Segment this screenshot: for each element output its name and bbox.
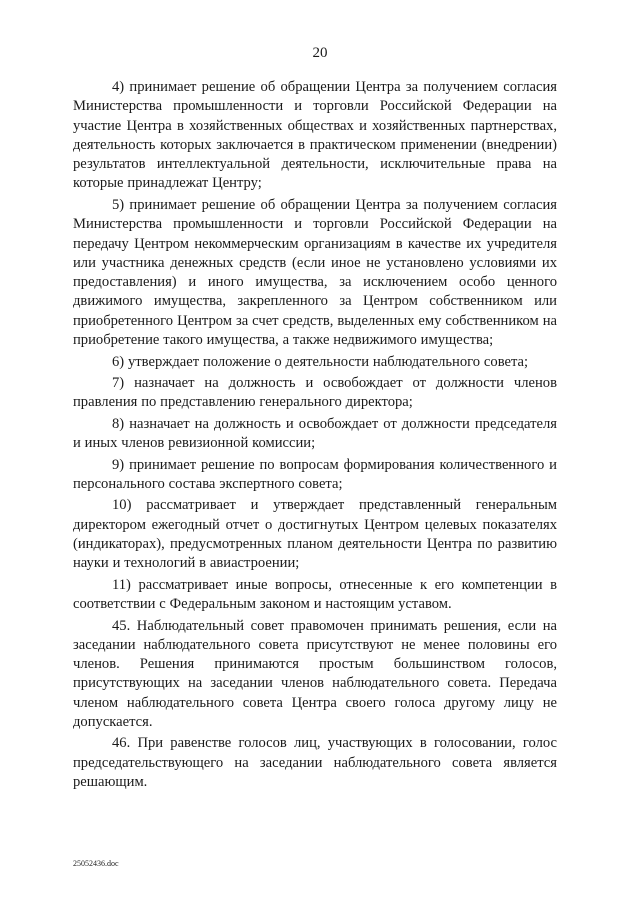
paragraph-item-9: 9) принимает решение по вопросам формирования количественного и персонального состава экспертного совета; <box>73 456 557 492</box>
footer-filename: 25052436.doc <box>73 859 119 868</box>
paragraph-item-7: 7) назначает на должность и освобождает от должности членов правления по представлению генерального директора; <box>73 375 557 411</box>
page-number: 20 <box>312 45 328 61</box>
paragraph-item-4: 4) принимает решение об обращении Центра за получением согласия Министерства промышленности и торговли Российской Федерации на участие Центра в хозяйственных обществах и хозяйственных партнерствах, деятельность которых заключается в практическом применении (внедрении) результатов интеллектуальной деятельности, исключительные права на которые принадлежат Центру; <box>73 79 557 192</box>
paragraph-item-10: 10) рассматривает и утверждает представленный генеральным директором ежегодный отчет о достигнутых Центром целевых показателях (индикаторах), предусмотренных планом деятельности Центра по развитию науки и технологий в авиастроении; <box>73 497 557 572</box>
paragraph-item-11: 11) рассматривает иные вопросы, отнесенные к его компетенции в соответствии с Федеральным законом и настоящим уставом. <box>73 576 557 613</box>
paragraph-item-8: 8) назначает на должность и освобождает от должности председателя и иных членов ревизионной комиссии; <box>73 415 557 452</box>
paragraph-clause-46: 46. При равенстве голосов лиц, участвующих в голосовании, голос председательствующего на заседании наблюдательного совета является решающим. <box>73 735 557 791</box>
document-body <box>73 78 557 795</box>
paragraph-item-5: 5) принимает решение об обращении Центра за получением согласия Министерства промышленности и торговли Российской Федерации на передачу Центром некоммерческим организациям в качестве их учредителя или участника денежных средств (если иное не установлено условиями их предоставления) и иного имущества, за исключением особо ценного движимого имущества, закрепленного за Центром собственником или приобретенного Центром за счет средств, выделенных ему собственником на приобретение такого имущества, а также недвижимого имущества; <box>73 196 557 349</box>
paragraph-clause-45: 45. Наблюдательный совет правомочен принимать решения, если на заседании наблюдательного совета присутствуют не менее половины его членов. Решения принимаются простым большинством голосов, присутствующих на заседании членов наблюдательного совета. Передача членом наблюдательного совета Центра своего голоса другому лицу не допускается. <box>73 617 557 730</box>
paragraph-item-6: 6) утверждает положение о деятельности наблюдательного совета; <box>112 353 529 370</box>
